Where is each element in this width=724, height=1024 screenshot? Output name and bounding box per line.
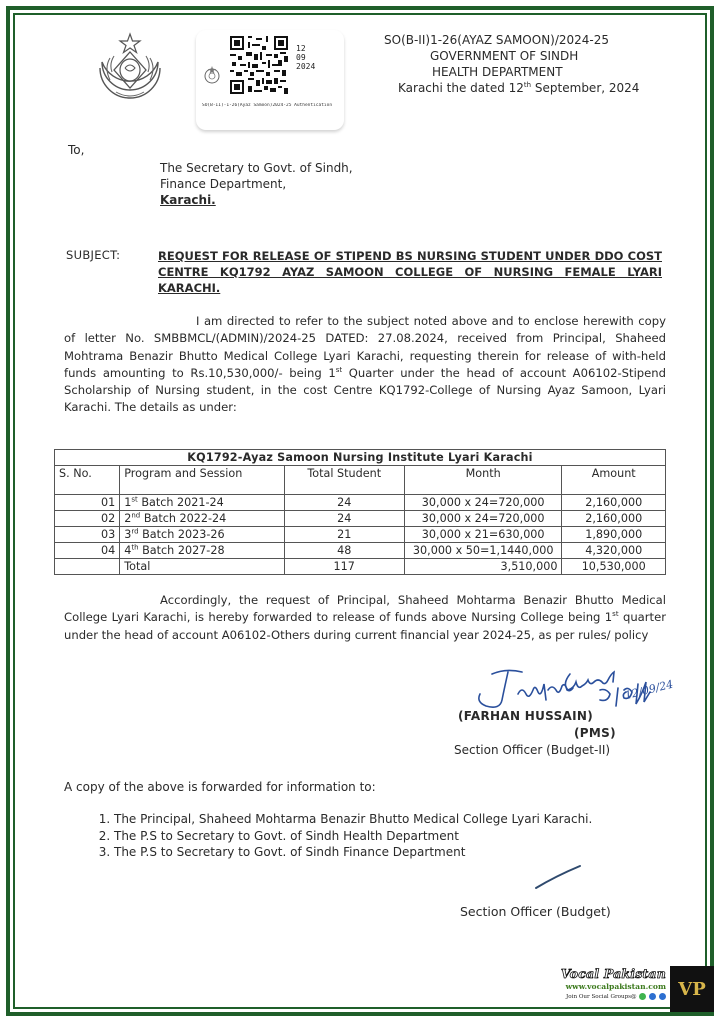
para1-part-a: I am directed to refer to the subject noted above and to enclose herewith copy of letter No. SMBBMCL/(ADMIN)/2024-25 DATED: 27.08.2024, received from Principal, Shaheed Mohtrama Benazir Bhutto Medical College Lyari Karachi, requesting therein for release of with-held funds amounting to Rs.10,530,000/- being 1: [64, 314, 666, 380]
cell-total-amount: 10,530,000: [562, 559, 666, 575]
cell-program-ord: 3: [124, 528, 132, 541]
cell-total-month: 3,510,000: [404, 559, 562, 575]
cell-program: [120, 511, 284, 527]
cell-students: 21: [284, 527, 404, 543]
table-total-row: [55, 559, 666, 575]
subject-text: REQUEST FOR RELEASE OF STIPEND BS NURSING STUDENT UNDER DDO COST CENTRE KQ1792 AYAZ SAMOON COLLEGE OF NURSING FEMALE LYARI KARACHI.: [158, 249, 662, 295]
cell-month: 30,000 x 21=630,000: [404, 527, 562, 543]
body-paragraph-1: [64, 313, 666, 417]
stipend-details-table: [54, 449, 666, 575]
watermark-url[interactable]: www.vocalpakistan.com: [565, 982, 666, 991]
linkedin-icon[interactable]: [659, 993, 666, 1000]
cell-month: 30,000 x 24=720,000: [404, 511, 562, 527]
cell-program-ord: 2: [124, 512, 132, 525]
cell-amount: 1,890,000: [562, 527, 666, 543]
list-item: 1. The Principal, Shaheed Mohtarma Benazir Bhutto Medical College Lyari Karachi.: [114, 811, 592, 828]
signoff-designation: Section Officer (Budget): [460, 904, 611, 919]
initial-mark-icon: [532, 862, 584, 892]
qr-date-day: 12: [296, 44, 306, 53]
addressee-line-1: The Secretary to Govt. of Sindh,: [160, 161, 353, 175]
addressee-city: Karachi.: [160, 193, 216, 207]
cell-amount: 2,160,000: [562, 511, 666, 527]
list-item: 3. The P.S to Secretary to Govt. of Sindh Finance Department: [114, 844, 592, 861]
letter-date-sup: th: [523, 81, 532, 89]
table-row: [55, 495, 666, 511]
cell-program-sup: nd: [131, 511, 141, 520]
para2-part-a: Accordingly, the request of Principal, Shaheed Mohtarma Benazir Bhutto Medical College Lyari Karachi, is hereby forwarded to release of funds above Nursing College being 1: [64, 593, 666, 625]
qr-stamp-reference: SO(B-II)-1-26(Ayaz Samoon)2024-25 Authentication: [202, 103, 332, 108]
facebook-icon[interactable]: [649, 993, 656, 1000]
mini-emblem-icon: [202, 65, 222, 85]
whatsapp-icon[interactable]: [639, 993, 646, 1000]
cell-program-text: Batch 2023-26: [138, 528, 225, 541]
qr-date-year: 2024: [296, 62, 316, 71]
addressee-block: [160, 160, 353, 208]
cell-program: [120, 495, 284, 511]
cell-program-sup: rd: [131, 527, 139, 536]
letter-date-prefix: Karachi the dated 12: [398, 81, 524, 95]
cell-sno: 01: [55, 495, 120, 511]
cell-sno: 02: [55, 511, 120, 527]
letter-date: [384, 80, 664, 96]
cell-amount: 4,320,000: [562, 543, 666, 559]
cell-month: 30,000 x 24=720,000: [404, 495, 562, 511]
col-header-amount: Amount: [562, 466, 666, 495]
cell-program-text: Batch 2021-24: [137, 496, 224, 509]
cell-students: 24: [284, 495, 404, 511]
qr-date-month: 09: [296, 53, 306, 62]
cell-program-text: Batch 2027-28: [138, 544, 225, 557]
para1-sup: st: [335, 366, 343, 375]
copy-recipient-list: [86, 811, 592, 861]
table-row: [55, 511, 666, 527]
vp-logo-icon: VP: [670, 966, 714, 1012]
watermark-title: Vocal Pakistan: [560, 966, 666, 981]
letter-header: [384, 32, 664, 96]
cell-program-sup: st: [131, 495, 138, 504]
table-header-row: [55, 466, 666, 495]
to-label: To,: [68, 143, 85, 157]
cell-total-label: Total: [120, 559, 284, 575]
signer-block: [454, 708, 616, 759]
vocal-pakistan-watermark: [550, 966, 716, 1016]
signer-designation: Section Officer (Budget-II): [454, 743, 611, 757]
qr-authentication-stamp: [196, 30, 344, 130]
col-header-program: Program and Session: [120, 466, 284, 495]
cell-sno: 04: [55, 543, 120, 559]
signer-name: (FARHAN HUSSAIN): [458, 709, 593, 723]
cell-program-text: Batch 2022-24: [140, 512, 227, 525]
para2-sup: st: [612, 610, 619, 619]
letter-reference-number: SO(B-II)1-26(AYAZ SAMOON)/2024-25: [384, 33, 610, 47]
cell-program-ord: 4: [124, 544, 132, 557]
cell-program: [120, 543, 284, 559]
watermark-text: [550, 966, 666, 1002]
col-header-sno: S. No.: [55, 466, 120, 495]
cell-students: 48: [284, 543, 404, 559]
copy-intro: A copy of the above is forwarded for information to:: [64, 780, 376, 794]
table-row: [55, 543, 666, 559]
qr-stamp-date: [296, 44, 315, 71]
department-name: HEALTH DEPARTMENT: [432, 65, 563, 79]
cell-students: 24: [284, 511, 404, 527]
letter-date-suffix: September, 2024: [531, 81, 640, 95]
addressee-line-2: Finance Department,: [160, 177, 287, 191]
cell-total-students: 117: [284, 559, 404, 575]
cell-amount: 2,160,000: [562, 495, 666, 511]
signature-date: 12/09/24: [623, 677, 675, 703]
qr-code-icon: [230, 36, 288, 94]
cell-month: 30,000 x 50=1,1440,000: [404, 543, 562, 559]
table-caption: KQ1792-Ayaz Samoon Nursing Institute Lyari Karachi: [55, 450, 666, 466]
cell-total-sno: [55, 559, 120, 575]
body-paragraph-2: [64, 592, 666, 644]
table-row: [55, 527, 666, 543]
cell-program-ord: 1: [124, 496, 132, 509]
col-header-total-student: Total Student: [284, 466, 404, 495]
para2-part-b: quarter under the head of account A06102-Others during current financial year 2024-25, as per rules/ policy: [64, 610, 666, 642]
cell-program: [120, 527, 284, 543]
watermark-join-text: Join Our Social Groups@: [566, 994, 637, 1000]
cell-sno: 03: [55, 527, 120, 543]
para1-part-b: Quarter under the head of account A06102-Stipend Scholarship of Nursing student, in the cost Centre KQ1792-College of Nursing Ayaz Samoon, Lyari Karachi. The details as under:: [64, 365, 666, 415]
cell-program-sup: th: [131, 543, 139, 552]
list-item: 2. The P.S to Secretary to Govt. of Sindh Health Department: [114, 828, 592, 845]
government-name: GOVERNMENT OF SINDH: [430, 49, 579, 63]
signer-service: (PMS): [574, 726, 616, 740]
watermark-join: [550, 992, 666, 1002]
subject-label: SUBJECT:: [66, 248, 121, 262]
sindh-emblem-icon: [92, 32, 168, 108]
col-header-month: Month: [404, 466, 562, 495]
table-caption-row: [55, 450, 666, 466]
